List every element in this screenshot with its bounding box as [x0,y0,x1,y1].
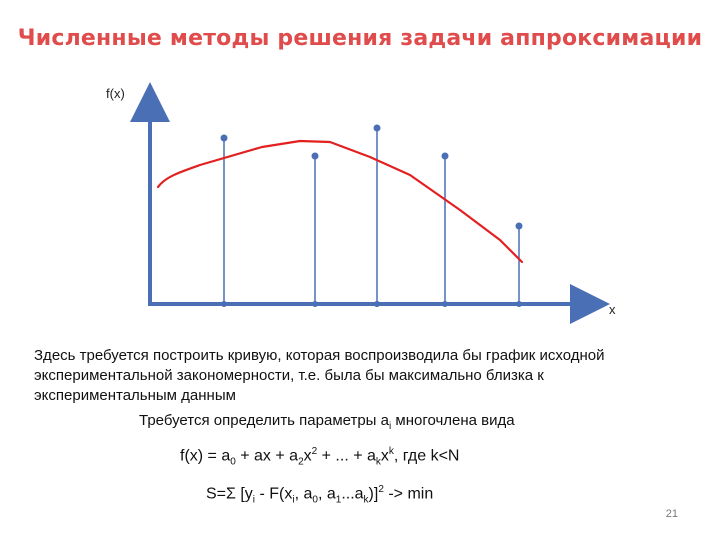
f2-sub: i [252,494,256,506]
parameters-suffix: многочлена вида [391,412,515,429]
f2-sub: k [363,494,369,506]
f1-part: x [303,447,312,465]
f2-part: , a [294,485,313,503]
data-point [374,125,381,132]
f1-sub: 0 [230,456,236,468]
x-axis-label: x [609,302,616,317]
f2-part: -> min [383,485,434,503]
parameters-line [139,412,515,432]
f1-sup: 2 [311,446,318,457]
experimental-points [221,125,523,308]
f2-part: , a [317,485,336,503]
data-point [221,135,228,142]
parameters-sub: i [388,421,392,432]
data-point [442,153,449,160]
polynomial-formula [180,446,459,468]
f2-sub: 0 [312,494,318,506]
f1-part: f(x) = a [180,447,231,465]
f1-part: + ... + a [317,447,376,465]
f1-part: x [380,447,389,465]
f1-part: + ax + a [235,447,299,465]
data-point-base [516,301,522,307]
data-point-base [312,301,318,307]
parameters-text: Требуется определить параметры a [139,412,389,429]
data-point-base [442,301,448,307]
page-number: 21 [665,508,678,520]
description-paragraph: Здесь требуется построить кривую, которая воспроизводила бы график исходной экспериментальной закономерности, т.е. была бы максимально близка к экспериментальным данным [34,347,605,404]
f2-part: )] [368,485,379,503]
f1-part: , где k<N [393,447,460,465]
f1-sub: 2 [298,456,304,468]
approximation-curve [158,141,522,262]
data-point-base [374,301,380,307]
f1-sup: k [388,446,394,457]
f2-part: S=Σ [y [206,485,253,503]
f2-sub: 1 [335,494,342,506]
f2-sup: 2 [378,484,384,495]
f2-part: - F(x [255,485,293,503]
data-point [516,223,523,230]
least-squares-formula [206,484,433,506]
f2-sub: i [292,494,295,506]
data-point-base [221,301,227,307]
f2-part: ...a [341,485,364,503]
data-point [312,153,319,160]
y-axis-label: f(x) [106,86,125,101]
slide-title: Численные методы решения задачи аппроксимации [17,26,703,51]
f1-sub: k [375,456,381,468]
